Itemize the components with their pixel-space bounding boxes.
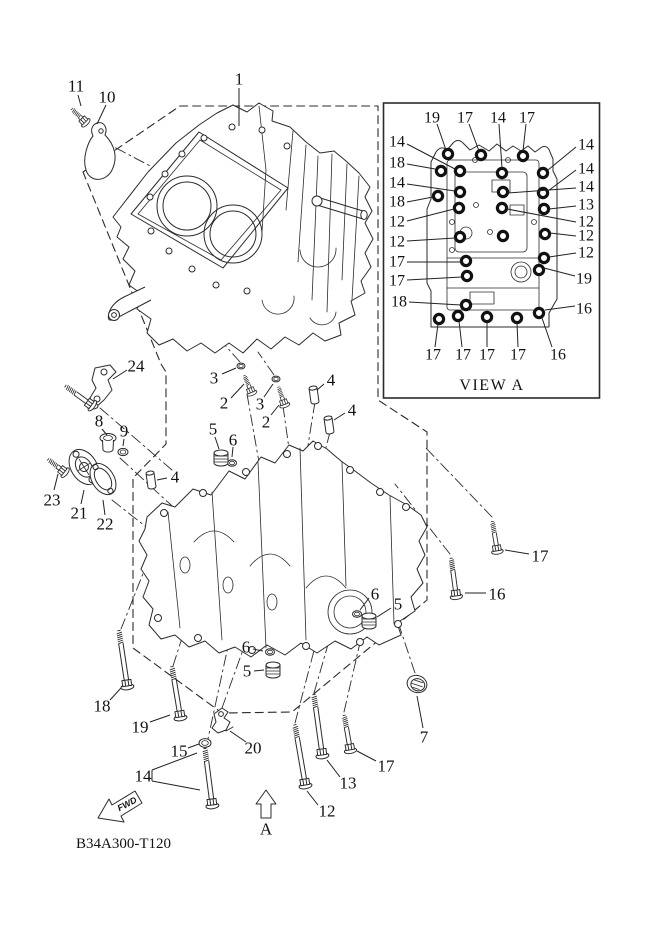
oring-outer [272,376,280,382]
part-8-grommet [100,434,116,453]
viewa-bolt-hole [455,166,464,175]
callout-label: 6 [241,637,251,657]
bolt-part [274,385,291,409]
bolt-part [112,630,134,691]
callout-leader [437,124,446,150]
callout-label: 12 [578,244,594,262]
callout-label: 12 [578,227,594,245]
bolt-shaft [204,762,209,800]
callout-label: 16 [550,346,566,364]
callout-label: 15 [170,741,188,761]
callout-label: 4 [326,370,336,390]
viewa-bolt-hole [482,312,491,321]
callout-label: 6 [228,430,238,450]
callout-label: 19 [424,109,440,127]
bolt-shaft [74,395,86,403]
left-arm [108,287,151,321]
oring-part [237,363,245,369]
callout-label: 17 [425,346,441,364]
bolt-thread [276,386,283,397]
callout-label: 17 [455,346,471,364]
callout-label: 23 [43,490,61,510]
viewa-bolt-hole [534,265,543,274]
bolt-shaft [280,398,281,401]
callout-label: 12 [318,801,336,821]
bolt-head [300,778,310,785]
bracket-leader [152,781,200,790]
viewa-bolt-hole [434,314,443,323]
callout-leader [505,550,529,554]
lower-crankcase-art [139,441,427,657]
callout-label: 1 [234,69,244,89]
callout-label: 7 [419,727,429,747]
callout-leader [97,105,106,124]
bolt-head [122,679,132,686]
callout-label: 14 [134,766,152,786]
bolt-shaft [209,761,214,799]
callout-label: 17 [389,253,405,271]
viewa-bolt-hole [461,256,470,265]
viewa-bolt-hole [443,149,452,158]
dowel-part [309,386,319,405]
callout-label: 17 [531,546,549,566]
callout-leader [523,124,526,151]
bolt-thread [64,384,77,395]
plug-part [266,662,280,678]
callout-label: 6 [370,584,380,604]
bolt-shaft [492,533,494,545]
part-7-plug [405,673,429,695]
dowel-part [146,471,156,490]
viewa-bolt-hole [476,150,485,159]
callout-leader [81,490,84,504]
callout-label: 18 [391,293,407,311]
bolt-part [445,557,463,600]
callout-leader [317,384,324,390]
bolt-thread [490,521,497,533]
bolt-thread [169,666,176,680]
callout-label: 5 [208,419,218,439]
callout-label: 18 [93,696,111,716]
bolt-thread [311,694,318,708]
extra-leader-lines [152,770,200,790]
plug-part [362,613,376,629]
callout-label: 17 [519,109,535,127]
bolt-part [487,521,504,556]
callout-leader [334,413,345,420]
part-20-clamp [212,708,233,733]
callout-label: 2 [261,412,271,432]
callout-leader [327,760,340,777]
callout-label: 2 [219,393,229,413]
callout-leader [103,500,105,515]
bolt-shaft [78,118,80,120]
fwd-label: FWD [115,794,139,814]
callout-leader [150,715,170,722]
callout-label: 13 [339,773,357,793]
viewa-bolt-hole [498,187,507,196]
callout-label: 4 [347,400,357,420]
callout-label: 13 [578,196,594,214]
callout-label: 14 [578,178,594,196]
viewa-bolt-hole [534,308,543,317]
callout-label: 12 [578,213,594,231]
viewa-bolt-hole [540,229,549,238]
viewa-bolt-hole [436,166,445,175]
bolt-shaft [496,533,498,545]
callout-leader [157,478,167,480]
callout-label: 24 [127,356,145,376]
viewa-bolt-hole [498,231,507,240]
viewa-bolt-hole [453,311,462,320]
bolt-shaft [451,571,454,591]
callout-leader [469,124,479,151]
callout-label: 17 [457,109,473,127]
callout-label: 17 [377,756,395,776]
callout-label: 14 [389,133,405,151]
callout-leader [215,437,219,449]
bolt-thread [202,748,209,762]
bolt-head [451,590,460,597]
callout-label: 19 [131,717,149,737]
plug-top [266,662,280,668]
bolt-head [317,748,327,755]
callout-label: 17 [510,346,526,364]
callout-leader [222,368,236,374]
bolt-shaft [295,738,302,779]
fwd-tag [98,791,142,822]
callout-label: 19 [576,270,592,288]
callout-label: 14 [490,109,506,127]
bolt-thread [342,715,349,728]
bolt-shaft [59,465,62,467]
callout-label: 18 [389,154,405,172]
oring-part [272,376,280,382]
callout-label: 21 [70,503,88,523]
bolt-part [289,724,313,790]
oring-outer [199,739,211,748]
viewa-bolt-hole [454,203,463,212]
callout-leader [54,474,58,490]
oring-part [266,649,275,655]
part-code: B34A300-T120 [76,836,171,852]
viewa-bolt-hole [539,204,548,213]
plug-part [214,450,228,466]
bolt-head [207,798,217,805]
callout-label: 5 [393,594,403,614]
bolt-shaft [81,115,83,117]
viewa-bolt-hole [497,168,506,177]
callout-leader [271,405,279,415]
bolt-shaft [455,570,458,590]
viewa-bolt-hole [455,232,464,241]
callout-label: 4 [170,467,180,487]
callout-label: 9 [119,421,129,441]
callout-label: 11 [67,76,85,96]
bolt-thread [70,107,81,118]
bolt-shaft [119,644,125,681]
oring-part [199,739,211,748]
callout-label: 8 [94,411,104,431]
viewa-bolt-hole [539,253,548,262]
viewa-bolt-hole [433,191,442,200]
callout-leader [110,688,121,700]
bolt-part [307,694,329,760]
viewa-bolt-hole [461,300,470,309]
bolt-shaft [247,386,248,389]
callout-leader [357,751,376,761]
bolt-shaft [299,737,306,778]
viewa-bolt-hole [455,187,464,196]
callout-label: 12 [389,233,405,251]
up-arrow-icon [256,790,276,818]
viewa-bolt-hole [518,151,527,160]
viewa-bolt-hole [512,313,521,322]
oring-outer [266,649,275,655]
bolt-shaft [344,728,347,745]
bolt-head [492,545,501,552]
oring-outer [353,611,362,617]
oring-outer [237,363,245,369]
callout-leader [231,384,244,398]
bolt-thread [47,457,59,468]
viewa-bolt-hole [462,271,471,280]
bolt-thread [116,630,123,644]
oring-outer [118,448,128,455]
callout-leader [307,791,318,805]
callout-leader [417,696,423,728]
callout-label: 5 [242,661,252,681]
viewa-bolt-hole [497,203,506,212]
part-10-cover [85,123,115,180]
callout-label: 3 [209,368,219,388]
plug-top [214,450,228,456]
viewa-bolt-hole [538,168,547,177]
view-direction-arrow [256,790,276,839]
bolt-thread [449,558,456,571]
callout-label: 16 [488,584,506,604]
bolt-shaft [172,680,177,712]
oring-outer [228,460,237,466]
bolt-shaft [176,679,181,711]
callout-label: 16 [576,300,592,318]
view-a-label: VIEW A [459,377,525,394]
callout-label: 12 [389,213,405,231]
callout-label: 18 [389,193,405,211]
callout-label: 3 [255,394,265,414]
plug-top [362,613,376,619]
oring-part [228,460,237,466]
upper-crankcase-art [108,103,373,353]
oring-part [118,448,128,455]
callout-leader [264,384,273,397]
callout-leader [188,744,199,748]
callout-leader [407,197,433,202]
bolt-shaft [348,727,351,744]
bolt-part [338,714,357,754]
bolt-shaft [250,384,251,387]
bolt-head [345,744,354,751]
callout-label: 20 [244,738,262,758]
callout-label: 10 [98,87,116,107]
callout-label: 17 [479,346,495,364]
view-a-inset [384,103,600,398]
callout-label: 14 [389,174,405,192]
arrow-label: A [259,819,273,839]
bolt-part [68,105,91,128]
callout-leader [254,670,264,671]
oring-part [353,611,362,617]
bolt-shaft [56,468,59,470]
bolt-head [175,710,185,717]
bolt-part [198,748,219,810]
callout-label: 14 [578,160,594,178]
callout-leader [78,95,81,106]
bolt-shaft [284,396,285,399]
bolt-shaft [123,643,129,680]
bolt-thread [292,724,300,738]
callout-label: 17 [389,272,405,290]
bolt-shaft [77,392,89,400]
callout-label: 22 [96,514,114,534]
callout-label: 14 [578,136,594,154]
dowel-part [324,416,334,435]
